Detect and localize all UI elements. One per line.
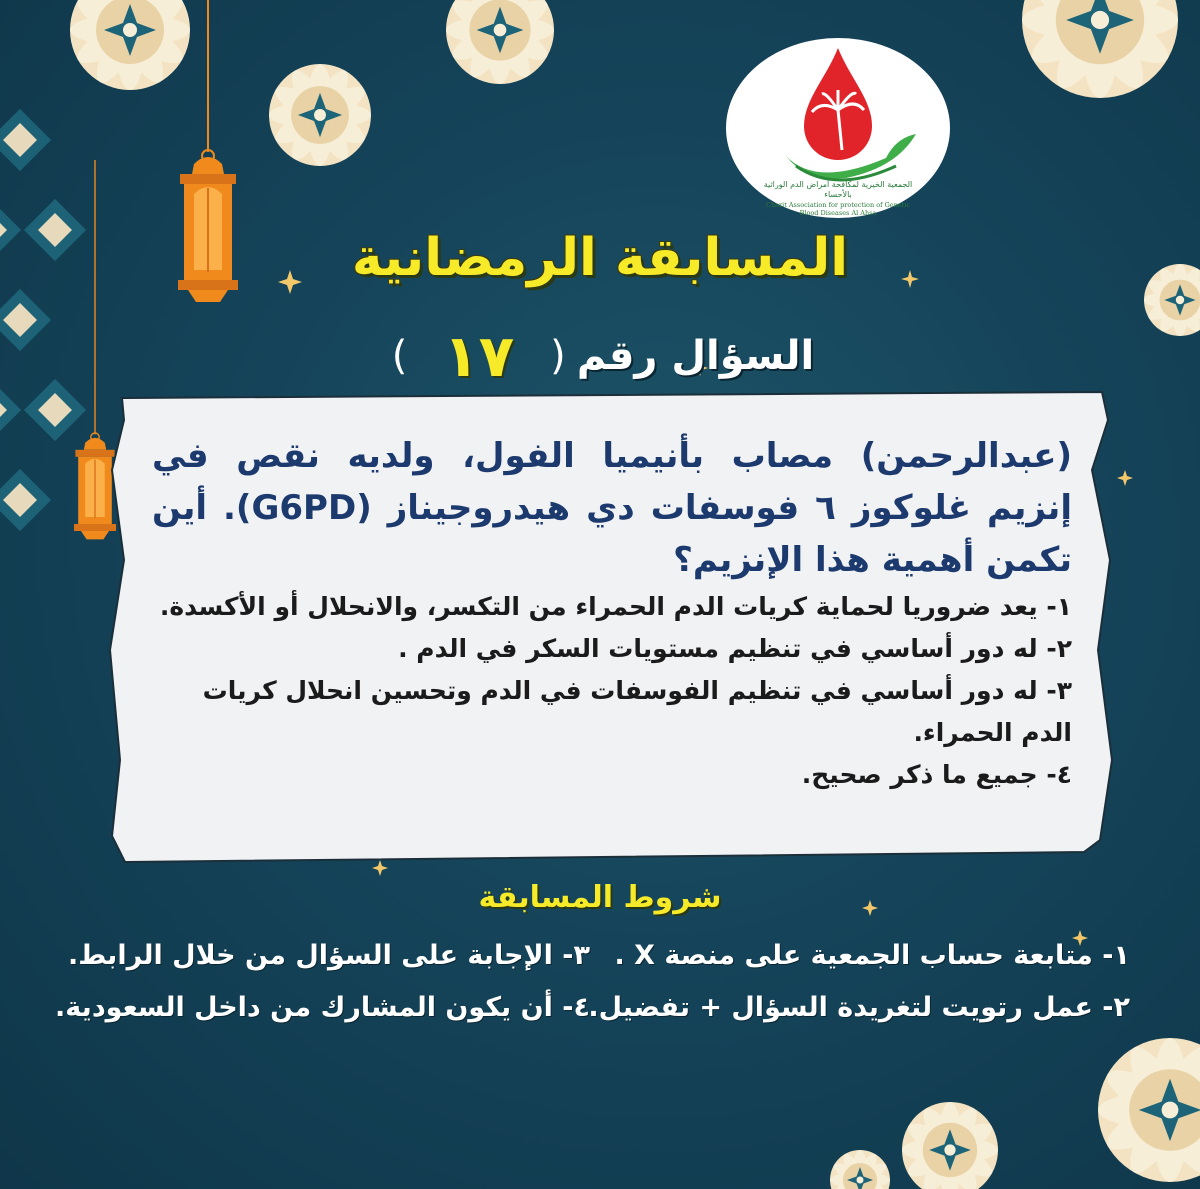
open-paren: ( — [550, 333, 566, 379]
competition-title: المسابقة الرمضانية — [351, 228, 849, 288]
logo-arabic-name: الجمعية الخيرية لمكافحة أمراض الدم الوراثية بالأحساء — [763, 180, 913, 199]
close-paren: ) — [391, 333, 408, 379]
rule-2: ٢- عمل رتويت لتغريدة السؤال + تفضيل. — [588, 992, 1130, 1023]
question-number: ١٧ — [443, 322, 515, 390]
rules-title: شروط المسابقة — [478, 880, 722, 915]
option-1: ١- يعد ضروريا لحماية كريات الدم الحمراء من التكسر، والانحلال أو الأكسدة. — [159, 592, 1072, 621]
logo-english-name: Charit Association for protection of Genetic Blood Diseases Al Ahsa — [765, 201, 911, 217]
question-text: (عبدالرحمن) مصاب بأنيميا الفول، ولديه نقص في إنزيم غلوكوز ٦ فوسفات دي هيدروجيناز (G6PD). أين تكمن أهمية هذا الإنزيم؟ — [152, 436, 1072, 580]
rule-4: ٤- أن يكون المشارك من داخل السعودية. — [55, 992, 590, 1023]
rule-3: ٣- الإجابة على السؤال من خلال الرابط. — [68, 940, 590, 971]
option-3: ٣- له دور أساسي في تنظيم الفوسفات في الدم وتحسين انحلال كريات الدم الحمراء. — [202, 676, 1072, 747]
question-card — [152, 430, 1072, 796]
rule-1: ١- متابعة حساب الجمعية على منصة X . — [614, 940, 1130, 971]
question-label: السؤال رقم — [576, 333, 815, 379]
option-2: ٢- له دور أساسي في تنظيم مستويات السكر في الدم . — [398, 634, 1072, 663]
option-4: ٤- جميع ما ذكر صحيح. — [801, 760, 1072, 789]
